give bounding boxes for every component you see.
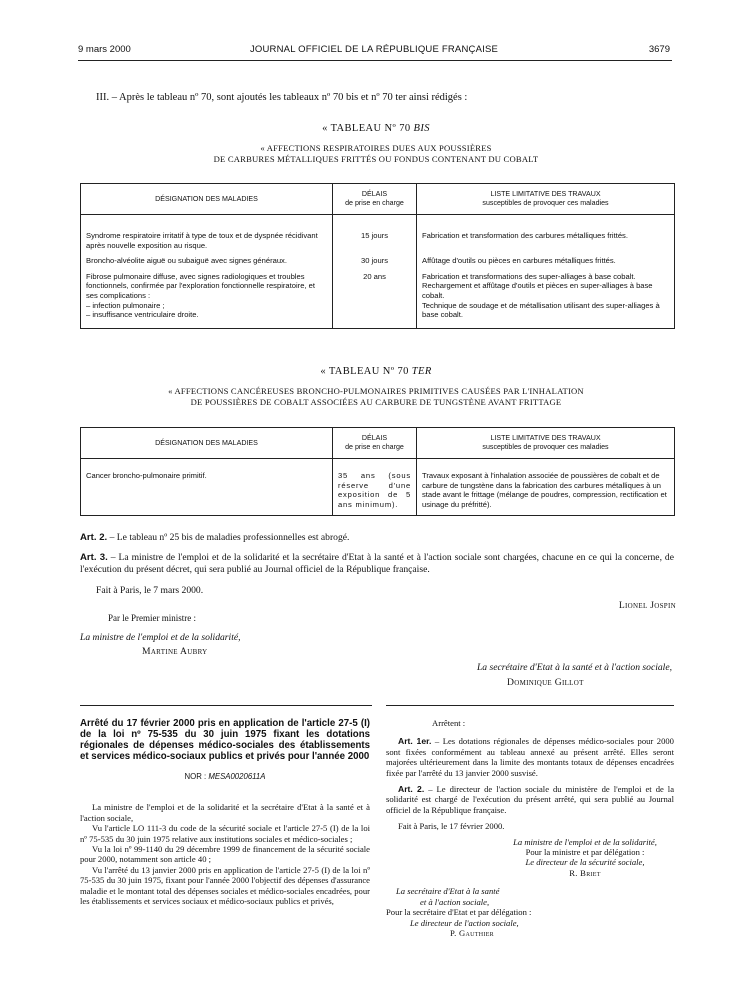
works-item: Rechargement et affûtage d'outils et pièces en super-alliages à base cobalt. <box>422 281 653 300</box>
table-row <box>81 272 675 328</box>
section-rule-left <box>80 705 372 706</box>
running-header <box>78 44 670 58</box>
intro-paragraph: III. – Après le tableau nº 70, sont ajoutés les tableaux nº 70 bis et nº 70 ter ainsi rédigés : <box>96 92 468 103</box>
issue-date: 9 mars 2000 <box>78 44 131 55</box>
works-item: Fabrication et transformations des super-alliages à base cobalt. <box>422 271 636 281</box>
col-header-designation: DÉSIGNATION DES MALADIES <box>81 184 333 215</box>
disease-item: – infection pulmonaire ; <box>86 300 165 310</box>
arrete-left-column <box>80 718 370 906</box>
delay-cell: 15 jours <box>360 231 389 240</box>
table-70-ter <box>80 427 675 516</box>
disease-cell: Broncho-alvéolite aiguë ou subaiguë avec signes généraux. <box>86 256 287 266</box>
arrete-article-2: Art. 2. – Le directeur de l'action sociale du ministère de l'emploi et de la solidarité est chargé de l'exécution du présent arrêté, qui sera publié au Journal officiel de la République française. <box>386 784 675 815</box>
par-premier-ministre: Par le Premier ministre : <box>108 613 196 623</box>
table-ter-subtitle: « AFFECTIONS CANCÉREUSES BRONCHO-PULMONAIRES PRIMITIVES CAUSÉES PAR L'INHALATION DE POUSSIÈRES DE COBALT ASSOCIÉES AU CARBURE DE TUNGSTÈNE AVANT FRITTAGE <box>168 386 584 407</box>
delay-cell: 20 ans <box>363 271 386 281</box>
article-3: Art. 3. – La ministre de l'emploi et de la solidarité et la secrétaire d'Etat à la santé et à l'action sociale sont chargées, chacune en ce qui la concerne, de l'exécution du présent décret, qui sera publié au Journal officiel de la République française. <box>80 552 674 575</box>
disease-cell: Cancer broncho-pulmonaire primitif. <box>86 471 207 480</box>
nor-reference: NOR : MESA0020611A <box>184 772 266 781</box>
works-cell: Affûtage d'outils ou pièces en carbures métalliques frittés. <box>422 256 616 266</box>
table-bis-subtitle: « AFFECTIONS RESPIRATOIRES DUES AUX POUSSIÈRES DE CARBURES MÉTALLIQUES FRITTÉS OU FONDUS CONTENANT DU COBALT <box>213 143 539 164</box>
disease-item: – insuffisance ventriculaire droite. <box>86 310 199 320</box>
journal-title: JOURNAL OFFICIEL DE LA RÉPUBLIQUE FRANÇAISE <box>249 44 499 55</box>
arrete-right-column <box>386 718 674 938</box>
works-item: Technique de soudage et de métallisation utilisant des super-alliages à base cobalt. <box>422 300 660 320</box>
section-rule-right <box>386 705 674 706</box>
signature-block-1: La ministre de l'emploi et de la solidarité, Pour la ministre et par délégation : Le directeur de la sécurité sociale, R. Briet <box>513 836 657 878</box>
arrete-visa-1: Vu l'article LO 111-3 du code de la sécurité sociale et l'article 27-5 (I) de la loi nº 75-535 du 30 juin 1975 relative aux institutions sociales et médico-sociales ; <box>80 823 370 844</box>
table-row <box>81 215 675 257</box>
ministre-title: La ministre de l'emploi et de la solidarité, <box>80 632 241 643</box>
fait-a-paris: Fait à Paris, le 7 mars 2000. <box>96 585 204 596</box>
signature-pm: Lionel Jospin <box>618 600 676 611</box>
col-header-designation: DÉSIGNATION DES MALADIES <box>81 428 333 459</box>
works-cell: Travaux exposant à l'inhalation associée de poussières de cobalt et de carbure de tungstène dans la fabrication des carbures métalliques à un stade avant le frittage (mélange de poudres, compression, rectification et usinage du préfritté). <box>422 471 667 509</box>
page-number: 3679 <box>648 44 670 55</box>
arrete-visa-3: Vu l'arrêté du 13 janvier 2000 pris en application de l'article 27-5 (I) de la loi nº 75-535 du 30 juin 1975, fixant pour l'année 2000 l'objectif des dépenses d'assurance maladie et le montant total des dépenses sociales et médico-sociales encadrées, pour les établissements et services sociaux et médico-sociaux publics et privés, <box>80 864 370 907</box>
col-header-travaux: LISTE LIMITATIVE DES TRAVAUX susceptibles de provoquer ces maladies <box>417 428 675 459</box>
table-bis-title: « TABLEAU Nº 70 BIS <box>322 123 430 134</box>
secretaire-title: La secrétaire d'Etat à la santé et à l'action sociale, <box>476 662 672 673</box>
table-row <box>81 256 675 272</box>
col-header-travaux: LISTE LIMITATIVE DES TRAVAUX susceptibles de provoquer ces maladies <box>417 184 675 215</box>
secretaire-name: Dominique Gillot <box>507 677 584 688</box>
arrete-preamble: La ministre de l'emploi et de la solidarité et la secrétaire d'Etat à la santé et à l'action sociale, <box>80 802 370 823</box>
arrete-visa-2: Vu la loi nº 99-1140 du 29 décembre 1999 de financement de la sécurité sociale pour 2000, notamment son article 40 ; <box>80 844 370 865</box>
arretent: Arrêtent : <box>432 718 466 728</box>
col-header-delais: DÉLAIS de prise en charge <box>333 184 417 215</box>
signature-block-2: La secrétaire d'Etat à la santé et à l'action sociale, Pour la secrétaire d'Etat et par délégation : Le directeur de l'action sociale, P. Gauthier <box>386 886 532 938</box>
ministre-name: Martine Aubry <box>142 646 208 657</box>
article-2: Art. 2. – Le tableau nº 25 bis de maladies professionnelles est abrogé. <box>80 532 350 543</box>
arrete-article-1: Art. 1er. – Les dotations régionales de dépenses médico-sociales pour 2000 sont fixées conformément au tableau annexé au présent arrêté. Elles seront majorées ultérieurement dans la limite des montants totaux de dépenses encadrées fixée par l'arrêté du 13 janvier 2000 susvisé. <box>386 736 674 778</box>
arrete-title: Arrêté du 17 février 2000 pris en application de l'article 27-5 (I) de la loi nº 75-535 du 30 juin 1975 fixant les dotations régionales de dépenses médico-sociales des établissements et services médico-sociaux publics et privés pour l'année 2000 <box>80 718 370 762</box>
arrete-fait: Fait à Paris, le 17 février 2000. <box>398 821 505 832</box>
header-rule <box>78 60 672 61</box>
col-header-delais: DÉLAIS de prise en charge <box>333 428 417 459</box>
table-row <box>81 459 675 516</box>
delay-cell: 35 ans (sous réserve d'une exposition de 5 ans minimum). <box>338 471 411 509</box>
table-70-bis <box>80 183 675 329</box>
disease-cell: Fibrose pulmonaire diffuse, avec signes radiologiques et troubles fonctionnels, confirmée par l'exploration fonctionnelle respiratoire, et ses complications : <box>86 271 315 300</box>
disease-cell: Syndrome respiratoire irritatif à type de toux et de dyspnée récidivant après nouvelle exposition au risque. <box>86 231 318 250</box>
delay-cell: 30 jours <box>360 256 389 266</box>
table-ter-title: « TABLEAU Nº 70 TER <box>320 366 432 377</box>
works-cell: Fabrication et transformation des carbures métalliques frittés. <box>422 231 628 240</box>
